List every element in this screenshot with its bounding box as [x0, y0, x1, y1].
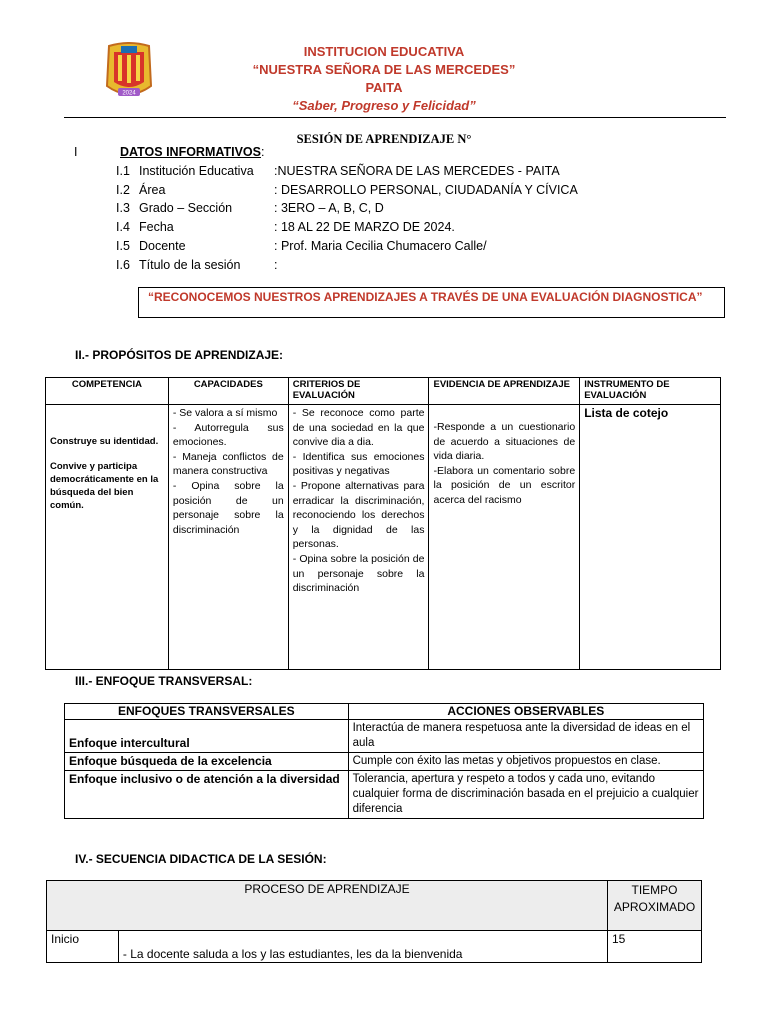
- enfoque-table: [64, 703, 704, 819]
- secuencia-table: [46, 880, 702, 963]
- header-competencia: COMPETENCIA: [46, 378, 169, 405]
- header-tiempo: TIEMPO APROXIMADO: [608, 881, 702, 931]
- table-row: [65, 720, 704, 753]
- competencia-item: Convive y participa democráticamente en la búsqueda del bien común.: [50, 461, 159, 511]
- info-value: : 18 AL 22 DE MARZO DE 2024.: [274, 220, 455, 234]
- datos-heading-colon: :: [260, 145, 265, 159]
- table-row: [46, 405, 721, 670]
- capacidades-cell: [168, 405, 288, 670]
- info-num: I.3: [116, 201, 130, 215]
- table-header-row: [65, 704, 704, 720]
- secuencia-heading: IV.- SECUENCIA DIDACTICA DE LA SESIÓN:: [75, 852, 327, 866]
- capacidad-item: - Se valora a sí mismo: [172, 407, 278, 419]
- table-row: [47, 931, 702, 963]
- info-label: Institución Educativa: [139, 164, 254, 178]
- info-label: Título de la sesión: [139, 258, 241, 272]
- table-row: [65, 753, 704, 771]
- capacidad-item: - Opina sobre la posición de un personaje sobre la discriminación: [172, 479, 284, 536]
- criterios-cell: [288, 405, 429, 670]
- datos-heading: [120, 145, 264, 159]
- info-value: : Prof. Maria Cecilia Chumacero Calle/: [274, 239, 487, 253]
- header-criterios: CRITERIOS DE EVALUACIÓN: [288, 378, 429, 405]
- info-num: I.6: [116, 258, 130, 272]
- info-num: I.5: [116, 239, 130, 253]
- accion-cell: Interactúa de manera respetuosa ante la diversidad de ideas en el aula: [348, 720, 703, 753]
- svg-text:2024: 2024: [122, 90, 136, 97]
- propositos-table: [45, 377, 721, 670]
- enfoque-cell: Enfoque intercultural: [65, 720, 349, 753]
- section-i-numeral: I: [74, 145, 78, 159]
- header-capacidades: CAPACIDADES: [168, 378, 288, 405]
- info-label: Fecha: [139, 220, 174, 234]
- info-label: Grado – Sección: [139, 201, 233, 215]
- table-row: [65, 771, 704, 819]
- accion-cell: Cumple con éxito las metas y objetivos propuestos en clase.: [348, 753, 703, 771]
- header-acciones: ACCIONES OBSERVABLES: [348, 704, 703, 720]
- time-cell: 15: [608, 931, 702, 963]
- info-label: Área: [139, 183, 166, 197]
- school-motto: “Saber, Progreso y Felicidad”: [292, 98, 476, 113]
- phase-cell: Inicio: [47, 931, 119, 963]
- info-value: :NUESTRA SEÑORA DE LAS MERCEDES - PAITA: [274, 164, 560, 178]
- datos-heading-text: DATOS INFORMATIVOS: [120, 145, 261, 159]
- instrumento-cell: Lista de cotejo: [580, 405, 721, 670]
- header-enfoques: ENFOQUES TRANSVERSALES: [65, 704, 349, 720]
- capacidad-item: - Autorregula sus emociones.: [172, 421, 284, 449]
- info-value: :: [274, 258, 278, 272]
- capacidad-item: - Maneja conflictos de manera constructiva: [172, 450, 284, 478]
- criterio-item: - Propone alternativas para erradicar la discriminación, reconociendo los derechos y la dignidad de las personas.: [292, 479, 425, 551]
- propositos-heading: II.- PROPÓSITOS DE APRENDIZAJE:: [75, 348, 284, 362]
- city-name: PAITA: [365, 80, 403, 95]
- table-header-row: [46, 378, 721, 405]
- info-value: : DESARROLLO PERSONAL, CIUDADANÍA Y CÍVICA: [274, 183, 578, 197]
- evidencias-cell: [429, 405, 580, 670]
- criterio-item: - Identifica sus emociones positivas y negativas: [292, 450, 425, 478]
- evidencia-item: -Elabora un comentario sobre la posición de un escritor acerca del racismo: [433, 464, 576, 506]
- info-value: : 3ERO – A, B, C, D: [274, 201, 384, 215]
- info-num: I.1: [116, 164, 130, 178]
- session-title-box: “RECONOCEMOS NUESTROS APRENDIZAJES A TRAVÉS DE UNA EVALUACIÓN DIAGNOSTICA”: [138, 287, 725, 318]
- table-header-row: [47, 881, 702, 931]
- criterio-item: - Opina sobre la posición de un personaje sobre la discriminación: [292, 552, 425, 595]
- evidencia-item: -Responde a un cuestionario de acuerdo a situaciones de vida diaria.: [433, 421, 576, 463]
- enfoque-cell: Enfoque inclusivo o de atención a la diversidad: [65, 771, 349, 819]
- institution-line: INSTITUCION EDUCATIVA: [303, 44, 465, 59]
- enfoque-cell: Enfoque búsqueda de la excelencia: [65, 753, 349, 771]
- accion-cell: Tolerancia, apertura y respeto a todos y cada uno, evitando cualquier forma de discriminación basada en el prejuicio a cualquier diferencia: [348, 771, 703, 819]
- competencia-item: Construye su identidad.: [50, 436, 159, 447]
- info-label: Docente: [139, 239, 186, 253]
- activity-cell: - La docente saluda a los y las estudiantes, les da la bienvenida: [118, 931, 607, 963]
- header-instrumento: INSTRUMENTO DE EVALUACIÓN: [580, 378, 721, 405]
- header-divider: [64, 117, 726, 118]
- criterio-item: - Se reconoce como parte de una sociedad en la que convive dia a dia.: [292, 407, 425, 449]
- header-evidencia: EVIDENCIA DE APRENDIZAJE: [429, 378, 580, 405]
- competencia-cell: [46, 405, 169, 670]
- session-number-title: SESIÓN DE APRENDIZAJE N°: [296, 132, 472, 146]
- header-proceso: PROCESO DE APRENDIZAJE: [47, 881, 608, 931]
- info-num: I.4: [116, 220, 130, 234]
- info-num: I.2: [116, 183, 130, 197]
- enfoque-heading: III.- ENFOQUE TRANSVERSAL:: [75, 674, 253, 688]
- school-name: “NUESTRA SEÑORA DE LAS MERCEDES”: [252, 62, 516, 77]
